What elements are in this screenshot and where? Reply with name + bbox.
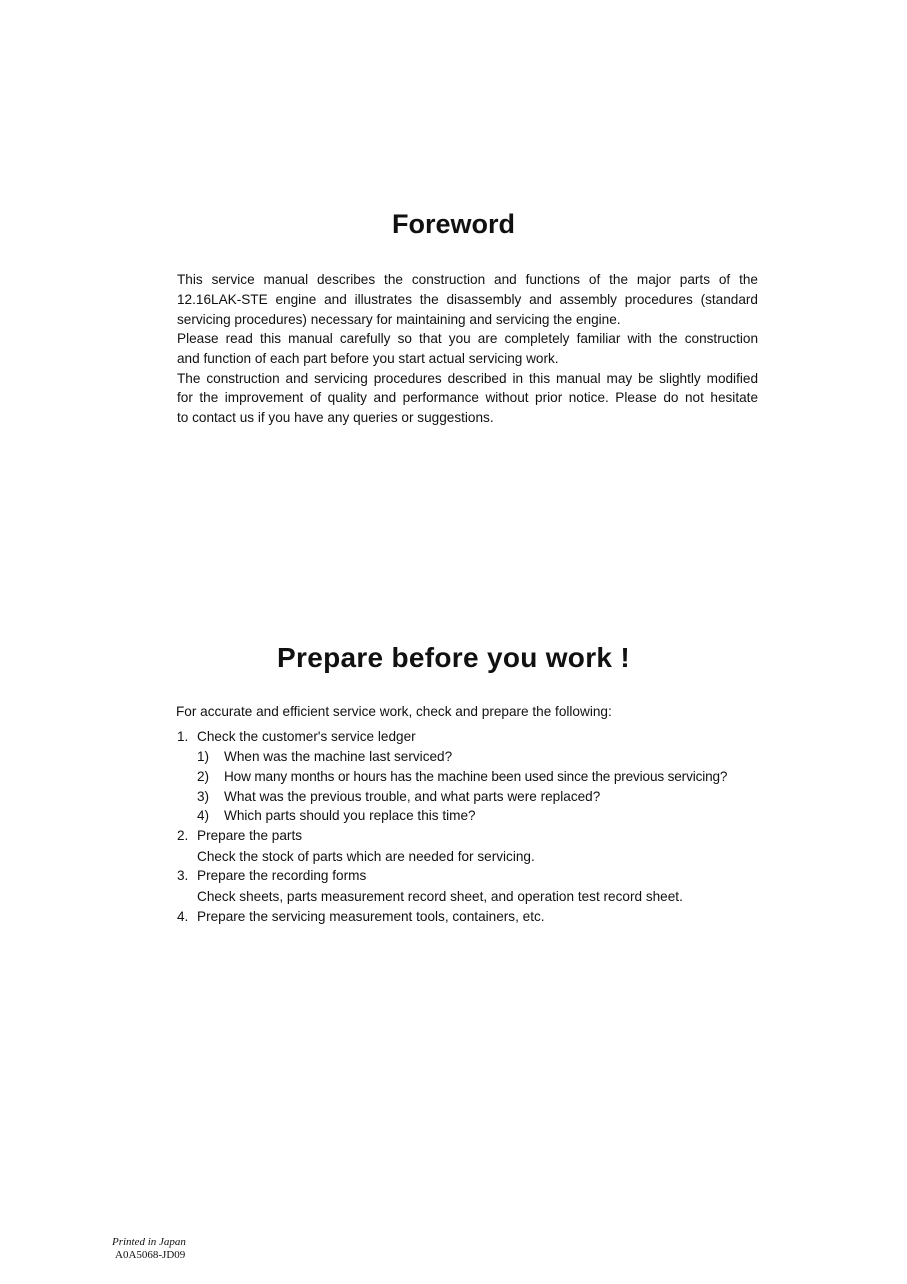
foreword-line: and function of each part before you start actual servicing work. <box>177 351 559 366</box>
sub-list-item: What was the previous trouble, and what parts were replaced? <box>224 789 601 804</box>
subitem-number: 1) <box>197 749 210 764</box>
foreword-line: to contact us if you have any queries or suggestions. <box>177 410 494 425</box>
sub-list-item: When was the machine last serviced? <box>224 749 453 764</box>
foreword-line: servicing procedures) necessary for maintaining and servicing the engine. <box>177 312 621 327</box>
list-item-detail: Check the stock of parts which are needed for servicing. <box>197 849 535 864</box>
item-number: 1. <box>177 729 189 744</box>
list-item: Prepare the parts <box>197 828 303 843</box>
sub-list-item: Which parts should you replace this time? <box>224 808 476 823</box>
list-item: Check the customer's service ledger <box>197 729 416 744</box>
foreword-heading: Foreword <box>391 209 515 239</box>
foreword-line: Please read this manual carefully so that you are completely familiar with the construction <box>177 331 758 346</box>
subitem-number: 2) <box>197 769 210 784</box>
foreword-line: 12.16LAK-STE engine and illustrates the disassembly and assembly procedures (standard <box>177 292 758 307</box>
prepare-heading: Prepare before you work ! <box>277 642 630 673</box>
list-item: Prepare the servicing measurement tools, containers, etc. <box>197 909 545 924</box>
list-item: Prepare the recording forms <box>197 868 367 883</box>
prepare-intro: For accurate and efficient service work, check and prepare the following: <box>176 704 612 719</box>
subitem-number: 3) <box>197 789 210 804</box>
item-number: 2. <box>177 828 189 843</box>
sub-list-item: How many months or hours has the machine been used since the previous servicing? <box>224 769 728 784</box>
item-number: 4. <box>177 909 189 924</box>
printed-in-label: Printed in Japan <box>112 1236 186 1248</box>
foreword-line: for the improvement of quality and performance without prior notice. Please do not hesitate <box>177 390 758 405</box>
subitem-number: 4) <box>197 808 210 823</box>
foreword-line: This service manual describes the construction and functions of the major parts of the <box>177 272 758 287</box>
item-number: 3. <box>177 868 189 883</box>
list-item-detail: Check sheets, parts measurement record sheet, and operation test record sheet. <box>197 889 683 904</box>
foreword-line: The construction and servicing procedures described in this manual may be slightly modified <box>177 371 758 386</box>
document-code: A0A5068-JD09 <box>115 1249 186 1261</box>
